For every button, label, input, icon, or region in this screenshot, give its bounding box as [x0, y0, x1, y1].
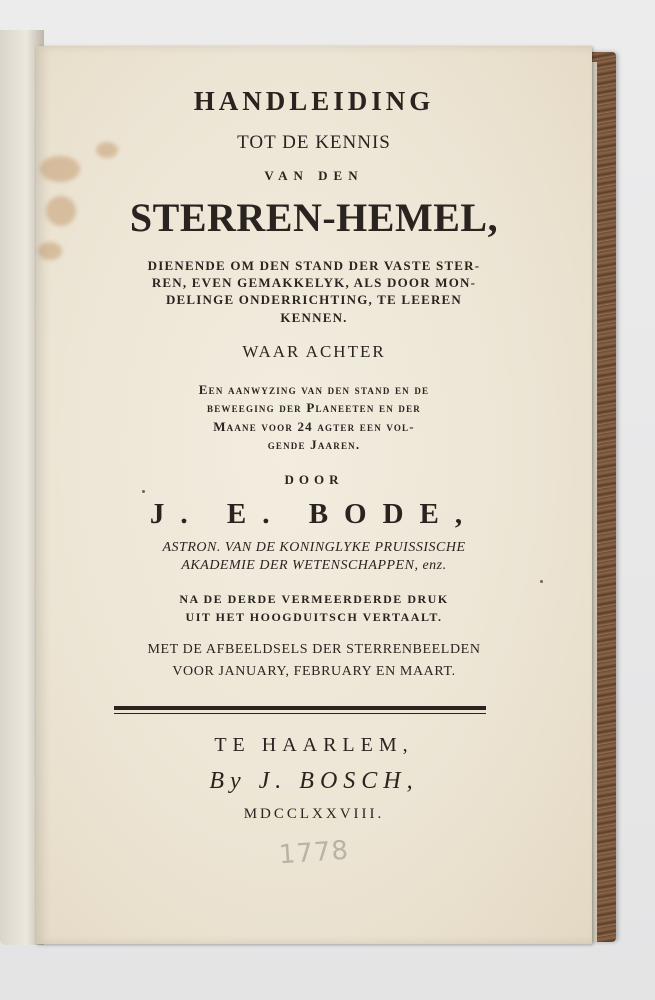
author-affiliation: AKADEMIE DER WETENSCHAPPEN, enz. — [181, 558, 447, 573]
illustrations-note: VOOR JANUARY, FEBRUARY EN MAART. — [172, 664, 456, 679]
supplement-line: gende Jaaren. — [267, 437, 361, 452]
door-label: DOOR — [284, 472, 344, 487]
waar-achter: WAAR ACHTER — [242, 342, 386, 361]
author-affiliation: ASTRON. VAN DE KONINGLYKE PRUISSISCHE — [162, 540, 466, 555]
title-handleiding: HANDLEIDING — [193, 86, 435, 116]
double-rule-thin — [114, 713, 486, 714]
double-rule — [114, 706, 486, 710]
imprint-place: TE HAARLEM, — [214, 734, 414, 756]
title-tot-de-kennis: TOT DE KENNIS — [237, 132, 391, 153]
illustrations-note: MET DE AFBEELDSELS DER STERRENBEELDEN — [147, 642, 481, 657]
title-sterren-hemel: STERREN-HEMEL, — [129, 195, 499, 240]
paper-speck — [142, 490, 145, 493]
imprint-year: MDCCLXXVIII. — [243, 806, 385, 822]
edition-note: UIT HET HOOGDUITSCH VERTAALT. — [185, 610, 443, 624]
paper-speck — [540, 580, 543, 583]
title-page — [36, 46, 592, 944]
supplement-line: Een aanwyzing van den stand en de — [198, 382, 430, 397]
description-line: DIENENDE OM DEN STAND DER VASTE STER- — [147, 258, 481, 273]
description-line: DELINGE ONDERRICHTING, TE LEEREN — [165, 292, 463, 307]
title-van-den: VAN DEN — [264, 168, 364, 183]
author-name: J. E. BODE, — [149, 498, 479, 530]
supplement-line: beweeging der Planeeten en der — [207, 400, 421, 415]
description-line: REN, EVEN GEMAKKELYK, ALS DOOR MON- — [151, 275, 477, 290]
supplement-line: Maane voor 24 agter een vol- — [213, 419, 415, 434]
description-line: KENNEN. — [280, 310, 348, 325]
pencil-annotation: 1778 — [277, 835, 351, 871]
edition-note: NA DE DERDE VERMEERDERDE DRUK — [179, 592, 449, 606]
imprint-printer: By J. BOSCH, — [209, 768, 419, 794]
